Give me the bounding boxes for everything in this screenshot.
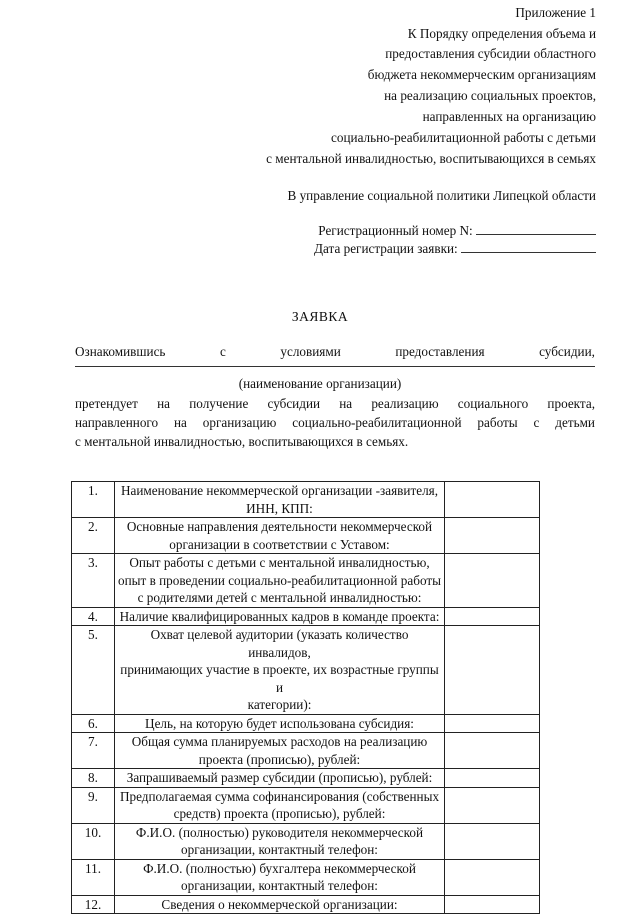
appendix-line-8: с ментальной инвалидностью, воспитывающихся в семьях <box>266 151 596 166</box>
row-value-cell[interactable] <box>445 482 540 518</box>
row-description-line: организации в соответствии с Уставом: <box>169 536 390 552</box>
row-description <box>115 859 445 895</box>
appendix-line-5: на реализацию социальных проектов, <box>384 88 596 103</box>
row-description <box>115 482 445 518</box>
row-description <box>115 733 445 769</box>
row-value-cell[interactable] <box>445 823 540 859</box>
table-row <box>72 823 540 859</box>
row-description <box>115 787 445 823</box>
table-row <box>72 769 540 788</box>
reg-number-blank[interactable] <box>476 222 596 235</box>
row-description-line: Охват целевой аудитории (указать количество инвалидов, <box>150 627 409 660</box>
row-number: 7. <box>72 733 115 769</box>
row-description-line: принимающих участие в проекте, их возрастные группы и <box>120 662 439 695</box>
row-number: 6. <box>72 714 115 733</box>
intro-word: с <box>219 344 226 359</box>
table-row <box>72 733 540 769</box>
reg-date-row <box>314 240 596 258</box>
intro-body-line: претендует на получение субсидии на реализацию социального проекта, <box>75 396 595 411</box>
row-number: 10. <box>72 823 115 859</box>
row-number: 8. <box>72 769 115 788</box>
row-description-line: Общая сумма планируемых расходов на реализацию <box>131 734 428 749</box>
row-value-cell[interactable] <box>445 714 540 733</box>
table-row <box>72 554 540 608</box>
appendix-line-2: К Порядку определения объема и <box>407 26 596 41</box>
row-description <box>115 714 445 733</box>
row-number: 4. <box>72 607 115 626</box>
intro-word: субсидии, <box>539 344 595 359</box>
row-value-cell[interactable] <box>445 554 540 608</box>
row-description-line: проекта (прописью), рублей: <box>198 751 361 767</box>
row-number: 11. <box>72 859 115 895</box>
row-value-cell[interactable] <box>445 518 540 554</box>
row-number: 1. <box>72 482 115 518</box>
intro-body-line: с ментальной инвалидностью, воспитывающихся в семьях. <box>75 434 409 449</box>
intro-body-line: направленного на организацию социально-реабилитационной работы с детьми <box>75 415 595 430</box>
row-description-line: организации, контактный телефон: <box>181 878 378 893</box>
row-description <box>115 823 445 859</box>
row-description-line: Запрашиваемый размер субсидии (прописью), рублей: <box>126 770 433 785</box>
row-value-cell[interactable] <box>445 769 540 788</box>
reg-number-row <box>318 222 596 240</box>
row-number: 12. <box>72 895 115 914</box>
table-row <box>72 787 540 823</box>
row-description-line: Ф.И.О. (полностью) бухгалтера некоммерческой <box>143 860 416 876</box>
reg-date-label: Дата регистрации заявки: <box>314 241 458 256</box>
page-title: ЗАЯВКА <box>291 309 349 324</box>
row-description-line: Наличие квалифицированных кадров в команде проекта: <box>119 608 440 624</box>
row-number: 5. <box>72 626 115 715</box>
row-value-cell[interactable] <box>445 626 540 715</box>
reg-number-label: Регистрационный номер N: <box>318 223 473 238</box>
intro-body <box>75 394 595 451</box>
row-value-cell[interactable] <box>445 895 540 914</box>
row-value-cell[interactable] <box>445 859 540 895</box>
row-description-line: Предполагаемая сумма софинансирования (собственных <box>119 788 440 804</box>
row-description-line: Сведения о некоммерческой организации: <box>161 896 398 912</box>
row-description-line: Основные направления деятельности некоммерческой <box>126 519 433 534</box>
row-description-line: с родителями детей с ментальной инвалидностью: <box>137 590 422 605</box>
appendix-line-4: бюджета некоммерческим организациям <box>367 67 596 82</box>
row-description-line: Опыт работы с детьми с ментальной инвалидностью, <box>129 555 430 570</box>
intro-first-line <box>75 343 595 361</box>
table-row <box>72 482 540 518</box>
row-number: 3. <box>72 554 115 608</box>
table-row <box>72 607 540 626</box>
row-value-cell[interactable] <box>445 607 540 626</box>
intro-word: предоставления <box>395 344 485 359</box>
row-description <box>115 769 445 788</box>
addressee: В управление социальной политики Липецкой области <box>287 188 596 203</box>
reg-date-blank[interactable] <box>461 240 596 253</box>
row-description-line: средств) проекта (прописью), рублей: <box>173 806 386 821</box>
row-value-cell[interactable] <box>445 787 540 823</box>
table-row <box>72 895 540 914</box>
row-description-line: Цель, на которую будет использована субсидия: <box>145 715 414 731</box>
appendix-line-7: социально-реабилитационной работы с детьми <box>331 130 596 145</box>
appendix-line-1: Приложение 1 <box>515 5 596 20</box>
row-number: 2. <box>72 518 115 554</box>
row-description <box>115 626 445 715</box>
row-description-line: опыт в проведении социально-реабилитационной работы <box>118 572 441 588</box>
application-table <box>71 481 540 914</box>
table-row <box>72 859 540 895</box>
intro-word: условиями <box>280 344 341 359</box>
row-description-line: Наименование некоммерческой организации -заявителя, <box>120 483 439 498</box>
row-description-line: Ф.И.О. (полностью) руководителя некоммерческой <box>135 824 424 840</box>
row-number: 9. <box>72 787 115 823</box>
table-row <box>72 626 540 715</box>
row-value-cell[interactable] <box>445 733 540 769</box>
row-description-line: организации, контактный телефон: <box>181 842 378 857</box>
table-row <box>72 518 540 554</box>
appendix-line-6: направленных на организацию <box>422 109 596 124</box>
row-description-line: категории): <box>247 697 312 712</box>
row-description <box>115 895 445 914</box>
row-description-line: ИНН, КПП: <box>246 500 313 516</box>
row-description <box>115 518 445 554</box>
organization-name-blank[interactable] <box>75 366 595 367</box>
intro-word: Ознакомившись <box>75 344 166 359</box>
row-description <box>115 554 445 608</box>
table-row <box>72 714 540 733</box>
appendix-line-3: предоставления субсидии областного <box>385 46 596 61</box>
organization-name-hint: (наименование организации) <box>238 376 402 391</box>
row-description <box>115 607 445 626</box>
